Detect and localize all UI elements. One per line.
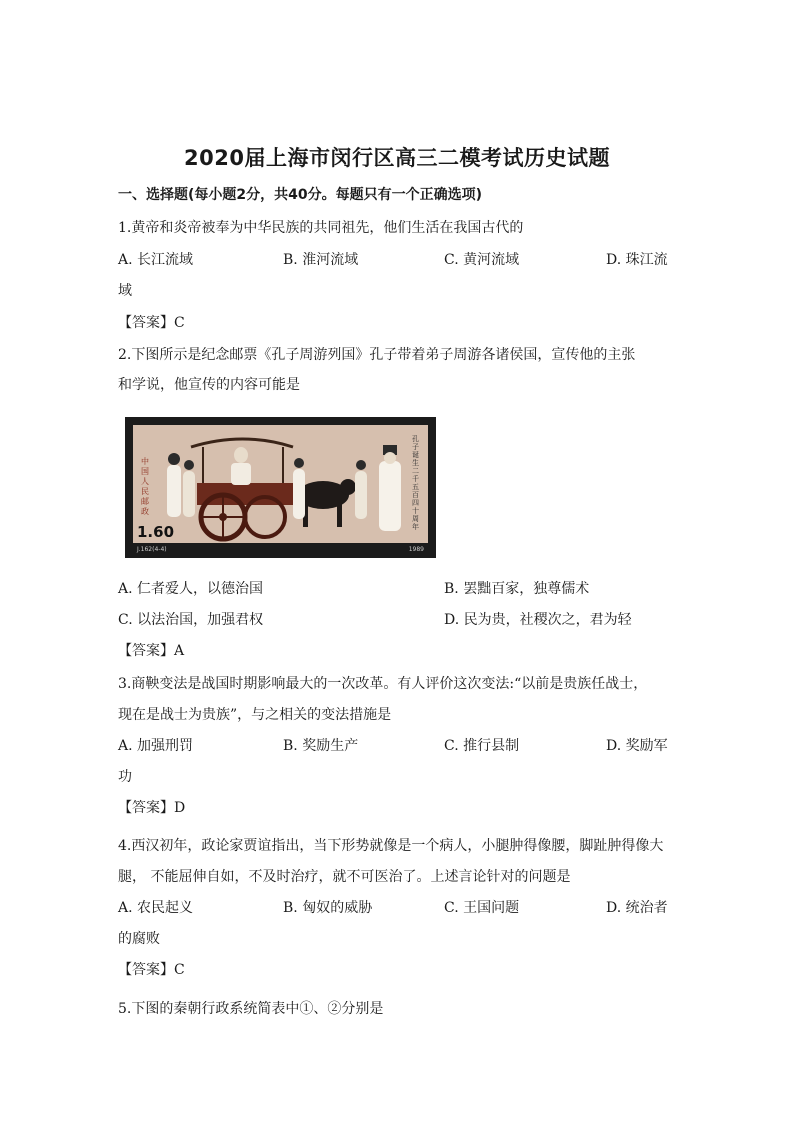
q4-option-a: A. 农民起义 bbox=[118, 900, 194, 916]
q3-option-c: C. 推行县制 bbox=[444, 738, 520, 754]
question-3-stem-line-2: 现在是战士为贵族”，与之相关的变法措施是 bbox=[118, 707, 392, 723]
q1-option-a: A. 长江流域 bbox=[118, 252, 194, 268]
question-2-stem-line-2: 和学说，他宣传的内容可能是 bbox=[118, 377, 300, 393]
q4-option-c: C. 王国问题 bbox=[444, 900, 520, 916]
q3-option-a: A. 加强刑罚 bbox=[118, 738, 194, 754]
q4-option-d-continued: 的腐败 bbox=[118, 931, 160, 947]
q2-option-c: C. 以法治国，加强君权 bbox=[118, 612, 264, 628]
q3-option-d: D. 奖励军 bbox=[606, 738, 668, 754]
q3-option-b: B. 奖励生产 bbox=[283, 738, 359, 754]
question-2-stem-line-1: 2.下图所示是纪念邮票《孔子周游列国》孔子带着弟子周游各诸侯国，宣传他的主张 bbox=[118, 347, 636, 363]
question-1-stem: 1.黄帝和炎帝被奉为中华民族的共同祖先，他们生活在我国古代的 bbox=[118, 220, 524, 236]
section-heading: 一、选择题(每小题2分，共40分。每题只有一个正确选项) bbox=[118, 187, 483, 203]
stamp-year: 1989 bbox=[408, 546, 424, 553]
q3-answer: 【答案】D bbox=[118, 800, 186, 816]
stamp-code: J.162(4-4) bbox=[137, 546, 167, 553]
q3-option-d-continued: 功 bbox=[118, 769, 132, 785]
stamp-denomination: 1.60 bbox=[137, 523, 175, 541]
q2-answer: 【答案】A bbox=[118, 643, 185, 659]
question-4-stem-line-2: 腿， 不能屈伸自如，不及时治疗，就不可医治了。上述言论针对的问题是 bbox=[118, 869, 571, 885]
q1-answer: 【答案】C bbox=[118, 315, 185, 331]
question-5-stem: 5.下图的秦朝行政系统简表中①、②分别是 bbox=[118, 1001, 384, 1017]
q4-option-b: B. 匈奴的威胁 bbox=[283, 900, 373, 916]
stamp-country-label: 中国人民邮政 bbox=[141, 457, 149, 516]
q1-option-b: B. 淮河流域 bbox=[283, 252, 359, 268]
q4-answer: 【答案】C bbox=[118, 962, 185, 978]
q4-option-d: D. 统治者 bbox=[606, 900, 668, 916]
confucius-stamp-image bbox=[125, 417, 436, 558]
q1-option-d: D. 珠江流 bbox=[606, 252, 668, 268]
page-title: 2020届上海市闵行区高三二模考试历史试题 bbox=[184, 146, 610, 170]
q2-option-d: D. 民为贵，社稷次之，君为轻 bbox=[444, 612, 632, 628]
q2-option-b: B. 罢黜百家，独尊儒术 bbox=[444, 581, 590, 597]
stamp-artwork bbox=[133, 425, 428, 543]
stamp-illustration bbox=[133, 425, 428, 543]
q2-option-a: A. 仁者爱人，以德治国 bbox=[118, 581, 264, 597]
q1-option-d-continued: 域 bbox=[118, 283, 132, 299]
stamp-side-title: 孔子诞生二千五百四十周年 bbox=[412, 435, 419, 531]
stamp-footer bbox=[133, 545, 428, 555]
question-3-stem-line-1: 3.商鞅变法是战国时期影响最大的一次改革。有人评价这次变法:“以前是贵族任战士， bbox=[118, 676, 648, 692]
question-4-stem-line-1: 4.西汉初年，政论家贾谊指出，当下形势就像是一个病人，小腿肿得像腰，脚趾肿得像大 bbox=[118, 838, 664, 854]
q1-option-c: C. 黄河流域 bbox=[444, 252, 520, 268]
